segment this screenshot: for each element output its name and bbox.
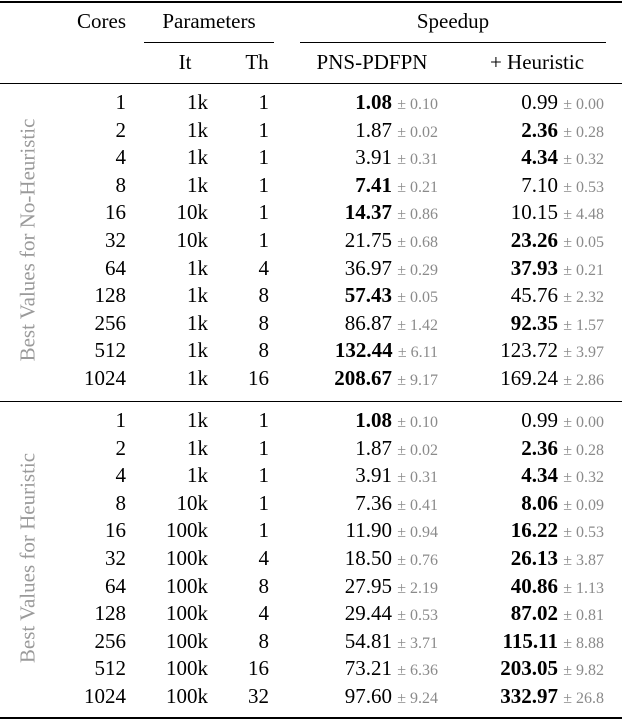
cell-it: 100k — [166, 518, 208, 542]
cell-pns-speedup-stddev: ± 0.10 — [397, 414, 438, 431]
cell-th: 1 — [258, 173, 269, 197]
cell-th: 1 — [258, 145, 269, 169]
cell-heuristic-speedup-stddev: ± 26.8 — [563, 690, 604, 707]
cell-th: 4 — [258, 601, 269, 625]
cell-heuristic-speedup-stddev: ± 1.13 — [563, 580, 604, 597]
cell-pns-speedup-stddev: ± 6.11 — [397, 344, 438, 361]
cell-it: 10k — [176, 491, 208, 515]
cell-heuristic-speedup — [384, 283, 604, 310]
cell-pns-speedup-stddev: ± 0.31 — [397, 151, 438, 168]
cell-pns-speedup-stddev: ± 0.76 — [397, 552, 438, 569]
cell-pns-speedup-value: 3.91 — [355, 145, 392, 169]
cell-heuristic-speedup-stddev: ± 3.87 — [563, 552, 604, 569]
cell-pns-speedup-value: 27.95 — [344, 574, 392, 598]
cell-pns-speedup-value: 21.75 — [344, 228, 392, 252]
header-heuristic: + Heuristic — [489, 50, 585, 74]
cell-cores: 512 — [94, 338, 126, 362]
cell-cores: 64 — [105, 256, 126, 280]
cell-pns-speedup-value: 29.44 — [344, 601, 392, 625]
cell-pns-speedup-stddev: ± 0.68 — [397, 234, 438, 251]
cell-cores: 1 — [115, 90, 126, 114]
cell-heuristic-speedup-value: 0.99 — [521, 90, 558, 114]
cell-heuristic-speedup-stddev: ± 0.81 — [563, 607, 604, 624]
cell-pns-speedup-stddev: ± 0.31 — [397, 469, 438, 486]
header-speedup: Speedup — [416, 9, 490, 33]
cell-cores: 4 — [115, 145, 126, 169]
cell-pns-speedup-stddev: ± 0.21 — [397, 179, 438, 196]
cell-heuristic-speedup-stddev: ± 0.28 — [563, 124, 604, 141]
cell-pns-speedup-stddev: ± 0.41 — [397, 497, 438, 514]
cell-cores: 1 — [115, 408, 126, 432]
cell-th: 1 — [258, 90, 269, 114]
cell-th: 1 — [258, 200, 269, 224]
cell-th: 16 — [248, 656, 269, 680]
cell-pns-speedup-stddev: ± 1.42 — [397, 317, 438, 334]
cell-it: 10k — [176, 200, 208, 224]
cell-it: 1k — [187, 338, 208, 362]
cell-heuristic-speedup — [384, 546, 604, 573]
header-th: Th — [245, 50, 269, 74]
cell-heuristic-speedup-value: 169.24 — [500, 366, 558, 390]
cell-heuristic-speedup-stddev: ± 9.82 — [563, 662, 604, 679]
cell-pns-speedup-stddev: ± 0.29 — [397, 262, 438, 279]
cell-it: 100k — [166, 629, 208, 653]
cell-pns-speedup-stddev: ± 9.17 — [397, 372, 438, 389]
cell-pns-speedup-value: 3.91 — [355, 463, 392, 487]
cell-heuristic-speedup-stddev: ± 0.00 — [563, 414, 604, 431]
cell-heuristic-speedup-value: 123.72 — [500, 338, 558, 362]
cell-cores: 32 — [105, 546, 126, 570]
cell-it: 1k — [187, 118, 208, 142]
parameters-cmidrule — [144, 42, 274, 43]
cell-heuristic-speedup-value: 7.10 — [521, 173, 558, 197]
cell-th: 1 — [258, 491, 269, 515]
cell-heuristic-speedup-stddev: ± 0.21 — [563, 262, 604, 279]
cell-th: 1 — [258, 518, 269, 542]
cell-heuristic-speedup — [384, 90, 604, 117]
cell-heuristic-speedup-stddev: ± 0.28 — [563, 442, 604, 459]
bottom-rule — [0, 717, 622, 719]
cell-pns-speedup-stddev: ± 3.71 — [397, 635, 438, 652]
cell-heuristic-speedup — [384, 200, 604, 227]
top-rule — [0, 1, 622, 3]
cell-heuristic-speedup-value: 332.97 — [500, 684, 558, 708]
header-it: It — [178, 50, 192, 74]
cell-heuristic-speedup-stddev: ± 0.32 — [563, 151, 604, 168]
cell-cores: 8 — [115, 173, 126, 197]
cell-pns-speedup-value: 1.08 — [355, 90, 392, 114]
cell-heuristic-speedup-value: 2.36 — [521, 436, 558, 460]
cell-it: 100k — [166, 684, 208, 708]
cell-pns-speedup-value: 14.37 — [344, 200, 392, 224]
header-rule — [0, 83, 622, 84]
cell-heuristic-speedup — [384, 436, 604, 463]
cell-pns-speedup-value: 36.97 — [344, 256, 392, 280]
cell-it: 100k — [166, 656, 208, 680]
cell-pns-speedup-value: 97.60 — [344, 684, 392, 708]
cell-pns-speedup-value: 86.87 — [344, 311, 392, 335]
cell-heuristic-speedup — [384, 574, 604, 601]
cell-heuristic-speedup-stddev: ± 0.09 — [563, 497, 604, 514]
cell-heuristic-speedup — [384, 145, 604, 172]
cell-pns-speedup-value: 7.41 — [355, 173, 392, 197]
cell-cores: 1024 — [84, 366, 126, 390]
cell-it: 1k — [187, 256, 208, 280]
cell-heuristic-speedup-stddev: ± 0.32 — [563, 469, 604, 486]
cell-pns-speedup-value: 73.21 — [344, 656, 392, 680]
cell-pns-speedup-value: 7.36 — [355, 491, 392, 515]
cell-heuristic-speedup-stddev: ± 0.53 — [563, 179, 604, 196]
cell-heuristic-speedup — [384, 173, 604, 200]
cell-heuristic-speedup-value: 10.15 — [510, 200, 558, 224]
cell-heuristic-speedup-stddev: ± 8.88 — [563, 635, 604, 652]
cell-pns-speedup-stddev: ± 0.05 — [397, 289, 438, 306]
cell-cores: 32 — [105, 228, 126, 252]
cell-it: 1k — [187, 366, 208, 390]
cell-th: 8 — [258, 574, 269, 598]
cell-it: 100k — [166, 601, 208, 625]
group-label-no-heuristic: Best Values for No-Heuristic — [15, 118, 40, 362]
cell-th: 1 — [258, 228, 269, 252]
cell-heuristic-speedup — [384, 408, 604, 435]
cell-heuristic-speedup — [384, 338, 604, 365]
cell-th: 8 — [258, 338, 269, 362]
cell-th: 1 — [258, 436, 269, 460]
cell-th: 1 — [258, 408, 269, 432]
group-label-heuristic: Best Values for Heuristic — [15, 452, 40, 664]
cell-th: 16 — [248, 366, 269, 390]
cell-it: 10k — [176, 228, 208, 252]
cell-pns-speedup-stddev: ± 0.86 — [397, 206, 438, 223]
cell-heuristic-speedup — [384, 311, 604, 338]
group-separator-rule — [0, 401, 622, 402]
cell-heuristic-speedup-value: 203.05 — [500, 656, 558, 680]
cell-it: 1k — [187, 463, 208, 487]
cell-heuristic-speedup — [384, 601, 604, 628]
cell-heuristic-speedup — [384, 518, 604, 545]
cell-pns-speedup-stddev: ± 2.19 — [397, 580, 438, 597]
cell-heuristic-speedup — [384, 118, 604, 145]
cell-it: 1k — [187, 283, 208, 307]
cell-pns-speedup-value: 18.50 — [344, 546, 392, 570]
cell-heuristic-speedup-value: 16.22 — [510, 518, 558, 542]
cell-heuristic-speedup — [384, 228, 604, 255]
cell-it: 1k — [187, 408, 208, 432]
cell-pns-speedup-value: 1.87 — [355, 118, 392, 142]
cell-cores: 128 — [94, 601, 126, 625]
cell-heuristic-speedup-value: 92.35 — [510, 311, 558, 335]
cell-th: 1 — [258, 118, 269, 142]
cell-cores: 512 — [94, 656, 126, 680]
cell-th: 1 — [258, 463, 269, 487]
cell-heuristic-speedup-stddev: ± 0.53 — [563, 524, 604, 541]
cell-it: 1k — [187, 90, 208, 114]
cell-cores: 16 — [105, 518, 126, 542]
cell-pns-speedup-value: 1.87 — [355, 436, 392, 460]
cell-heuristic-speedup — [384, 629, 604, 656]
cell-cores: 1024 — [84, 684, 126, 708]
speedup-cmidrule — [300, 42, 606, 43]
cell-heuristic-speedup-stddev: ± 0.00 — [563, 96, 604, 113]
cell-heuristic-speedup — [384, 684, 604, 711]
cell-pns-speedup-stddev: ± 0.94 — [397, 524, 438, 541]
cell-cores: 256 — [94, 629, 126, 653]
cell-pns-speedup-stddev: ± 6.36 — [397, 662, 438, 679]
cell-heuristic-speedup — [384, 656, 604, 683]
header-parameters: Parameters — [162, 9, 256, 33]
cell-heuristic-speedup-stddev: ± 2.86 — [563, 372, 604, 389]
cell-th: 4 — [258, 546, 269, 570]
cell-cores: 8 — [115, 491, 126, 515]
cell-pns-speedup-stddev: ± 0.02 — [397, 442, 438, 459]
cell-heuristic-speedup-value: 8.06 — [521, 491, 558, 515]
cell-th: 32 — [248, 684, 269, 708]
cell-th: 8 — [258, 283, 269, 307]
cell-pns-speedup-stddev: ± 9.24 — [397, 690, 438, 707]
cell-heuristic-speedup-value: 45.76 — [510, 283, 558, 307]
cell-heuristic-speedup-stddev: ± 4.48 — [563, 206, 604, 223]
cell-heuristic-speedup — [384, 463, 604, 490]
cell-heuristic-speedup-value: 4.34 — [521, 145, 558, 169]
cell-th: 4 — [258, 256, 269, 280]
cell-heuristic-speedup-stddev: ± 3.97 — [563, 344, 604, 361]
cell-cores: 16 — [105, 200, 126, 224]
cell-cores: 128 — [94, 283, 126, 307]
cell-cores: 256 — [94, 311, 126, 335]
header-cores: Cores — [77, 9, 126, 33]
cell-heuristic-speedup-value: 87.02 — [510, 601, 558, 625]
cell-heuristic-speedup-value: 0.99 — [521, 408, 558, 432]
cell-pns-speedup-value: 132.44 — [334, 338, 393, 362]
cell-cores: 64 — [105, 574, 126, 598]
cell-heuristic-speedup-value: 4.34 — [521, 463, 558, 487]
cell-heuristic-speedup — [384, 366, 604, 393]
cell-it: 100k — [166, 574, 208, 598]
cell-heuristic-speedup — [384, 491, 604, 518]
cell-pns-speedup-value: 208.67 — [334, 366, 392, 390]
cell-it: 100k — [166, 546, 208, 570]
cell-it: 1k — [187, 173, 208, 197]
cell-heuristic-speedup-stddev: ± 2.32 — [563, 289, 604, 306]
cell-heuristic-speedup-value: 2.36 — [521, 118, 558, 142]
cell-th: 8 — [258, 629, 269, 653]
cell-pns-speedup-value: 57.43 — [344, 283, 392, 307]
cell-pns-speedup-value: 1.08 — [355, 408, 392, 432]
header-pns: PNS-PDFPN — [316, 50, 428, 74]
cell-cores: 4 — [115, 463, 126, 487]
cell-heuristic-speedup-stddev: ± 0.05 — [563, 234, 604, 251]
cell-heuristic-speedup-stddev: ± 1.57 — [563, 317, 604, 334]
cell-heuristic-speedup-value: 23.26 — [510, 228, 558, 252]
cell-heuristic-speedup-value: 40.86 — [510, 574, 558, 598]
cell-it: 1k — [187, 311, 208, 335]
cell-pns-speedup-stddev: ± 0.10 — [397, 96, 438, 113]
cell-heuristic-speedup-value: 115.11 — [502, 629, 558, 653]
cell-heuristic-speedup-value: 26.13 — [510, 546, 558, 570]
cell-cores: 2 — [115, 118, 126, 142]
cell-th: 8 — [258, 311, 269, 335]
cell-cores: 2 — [115, 436, 126, 460]
cell-it: 1k — [187, 145, 208, 169]
cell-heuristic-speedup — [384, 256, 604, 283]
cell-pns-speedup-value: 11.90 — [345, 518, 392, 542]
cell-pns-speedup-value: 54.81 — [344, 629, 392, 653]
cell-pns-speedup-stddev: ± 0.53 — [397, 607, 438, 624]
cell-pns-speedup-stddev: ± 0.02 — [397, 124, 438, 141]
cell-heuristic-speedup-value: 37.93 — [510, 256, 558, 280]
cell-it: 1k — [187, 436, 208, 460]
